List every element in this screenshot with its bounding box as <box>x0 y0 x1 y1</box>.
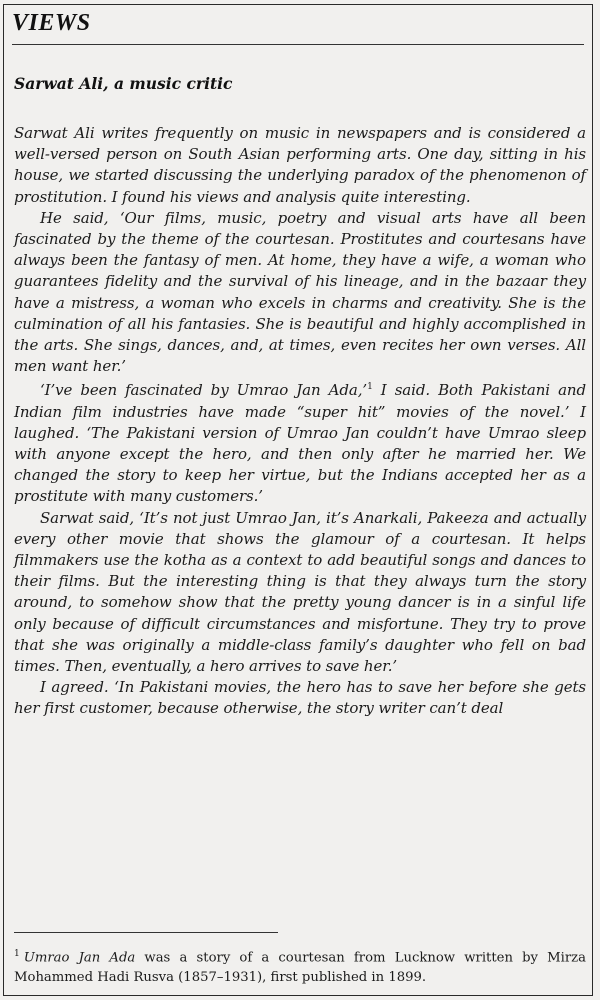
title-divider <box>12 44 584 45</box>
footnote <box>14 944 586 988</box>
section-title: VIEWS <box>12 10 91 36</box>
paragraph-3-quote: ‘I’ve been fascinated by Umrao Jan Ada,’ <box>40 381 368 400</box>
footnote-published: 1899 <box>388 970 422 986</box>
paragraph-3 <box>14 377 586 507</box>
paragraph-2: He said, ‘Our films, music, poetry and visual arts have all been fascinated by the theme of the courtesan. Prostitutes and courtesans have always been the fantasy of men. At home, they have a wife, a woman who guarantees fidelity and the survival of his lineage, and in the bazaar they have a mistress, a woman who excels in charms and creativity. She is the culmination of all his fantasies. She is beautiful and highly accomplished in the arts. She sings, dances, and, at times, even recites her own verses. All men want her.’ <box>14 208 586 376</box>
footnote-years: (1857–1931) <box>178 970 263 986</box>
footnote-divider <box>14 932 278 933</box>
footnote-end: . <box>421 970 427 986</box>
body-text <box>14 123 586 720</box>
paragraph-4: Sarwat said, ‘It’s not just Umrao Jan, it’s Anarkali, Pakeeza and actually every other movie that shows the glamour of a courtesan. It helps filmmakers use the kotha as a context to add beautiful songs and dances to their films. But the interesting thing is that they always turn the story around, to somehow show that the pretty young dancer is in a sinful life only because of difficult circumstances and misfortune. They try to prove that she was originally a middle-class family’s daughter who fell on bad times. Then, eventually, a hero arrives to save her.’ <box>14 508 586 676</box>
footnote-reference: 1 <box>367 382 373 393</box>
footnote-text-b: , first published in <box>262 970 389 986</box>
footnote-text-a: was a story of a courtesan from Lucknow written by Mirza Mohammed Hadi Rusva <box>14 950 586 986</box>
paragraph-3-rest: I said. Both Pakistani and Indian film industries have made “super hit” movies of the novel.’ I laughed. ‘The Pakistani version of Umrao Jan couldn’t have Umrao sleep with anyone except the hero, and then only after he married her. We changed the story to keep her virtue, but the Indians accepted her as a prostitute with many customers.’ <box>14 381 586 506</box>
footnote-title: Umrao Jan Ada <box>23 950 136 966</box>
paragraph-1: Sarwat Ali writes frequently on music in newspapers and is considered a well-versed person on South Asian performing arts. One day, sitting in his house, we started discussing the underlying paradox of the phenomenon of prostitution. I found his views and analysis quite interesting. <box>14 124 586 206</box>
footnote-mark: 1 <box>14 949 20 959</box>
paragraph-5: I agreed. ‘In Pakistani movies, the hero has to save her before she gets her first customer, because otherwise, the story writer can’t deal <box>14 678 586 718</box>
subheading: Sarwat Ali, a music critic <box>14 74 233 93</box>
